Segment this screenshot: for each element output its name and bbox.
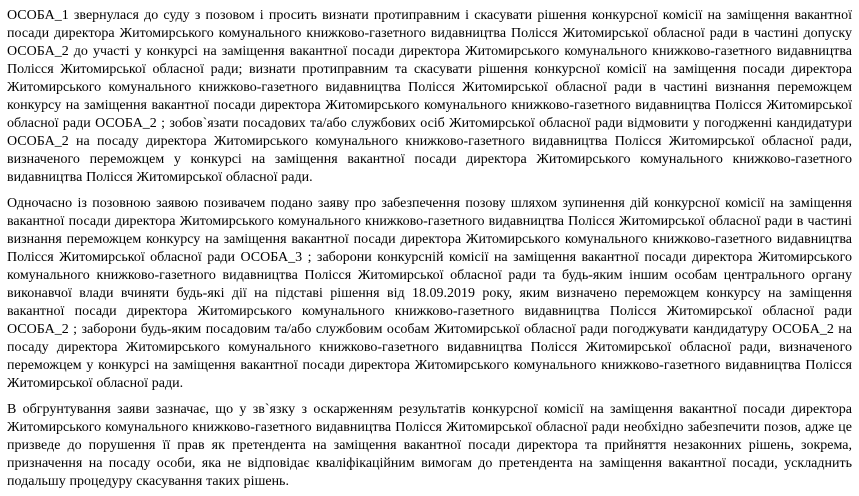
paragraph-justification: В обгрунтування заяви зазначає, що у зв`язку з оскарженням результатів конкурсної комісії на заміщення вакантної посади директора Житомирського комунального книжково-газетного видавництва Полісся Житомирської обласної ради необхідно забезпечити позов, адже це призведе до порушення її прав як претендента на заміщення вакантної посади директора та прийняття незаконних рішень, зокрема, призначення на посаду особи, яка не відповідає кваліфікаційним вимогам до претендента на заміщення вакантної посади, ускладнить подальшу процедуру скасування таких рішень. xyxy=(7,402,852,489)
paragraph-claim: ОСОБА_1 звернулася до суду з позовом і просить визнати протиправним і скасувати рішення конкурсної комісії на заміщення вакантної посади директора Житомирського комунального книжково-газетного видавництва Полісся Житомирської обласної ради в частині допуску ОСОБА_2 до участі у конкурсі на заміщення вакантної посади директора Житомирського комунального книжково-газетного видавництва Полісся Житомирської обласної ради; визнати протиправним та скасувати рішення конкурсної комісії на заміщення посади директора Житомирського комунального книжково-газетного видавництва Полісся Житомирської обласної ради в частині визнання переможцем конкурсу на заміщення вакантної посади директора Житомирського комунального книжково-газетного видавництва Полісся Житомирської обласної ради ОСОБА_2 ; зобов`язати посадових та/або службових осіб Житомирської обласної ради відмовити у погодженні кандидатури ОСОБА_2 на посаду директора Житомирського комунального книжково-газетного видавництва Полісся Житомирської обласної ради, визначеного переможцем у конкурсі на заміщення вакантної посади директора Житомирського комунального книжково-газетного видавництва Полісся Житомирської обласної ради. xyxy=(7,8,852,185)
paragraph-injunction-request: Одночасно із позовною заявою позивачем подано заяву про забезпечення позову шляхом зупинення дій конкурсної комісії на заміщення вакантної посади директора Житомирського комунального книжково-газетного видавництва Полісся Житомирської обласної ради в частині визнання переможцем конкурсу на заміщення вакантної посади директора Житомирського комунального книжково-газетного видавництва Полісся Житомирської обласної ради ОСОБА_3 ; заборони конкурсній комісії на заміщення вакантної посади директора Житомирського комунального книжково-газетного видавництва Полісся Житомирської обласної ради та будь-яким іншим особам центрального органу виконавчої влади вчиняти будь-які дії на підставі рішення від 18.09.2019 року, яким визначено переможцем конкурсу на заміщення вакантної посади директора Житомирського комунального книжково-газетного видавництва Полісся Житомирської обласної ради ОСОБА_2 ; заборони будь-яким посадовим та/або службовим особам Житомирської обласної ради погоджувати кандидатуру ОСОБА_2 на посаду директора Житомирського комунального книжково-газетного видавництва Полісся Житомирської обласної ради, визначеного переможцем у конкурсі на заміщення вакантної посади директора Житомирського комунального книжково-газетного видавництва Полісся Житомирської обласної ради. xyxy=(7,196,852,391)
